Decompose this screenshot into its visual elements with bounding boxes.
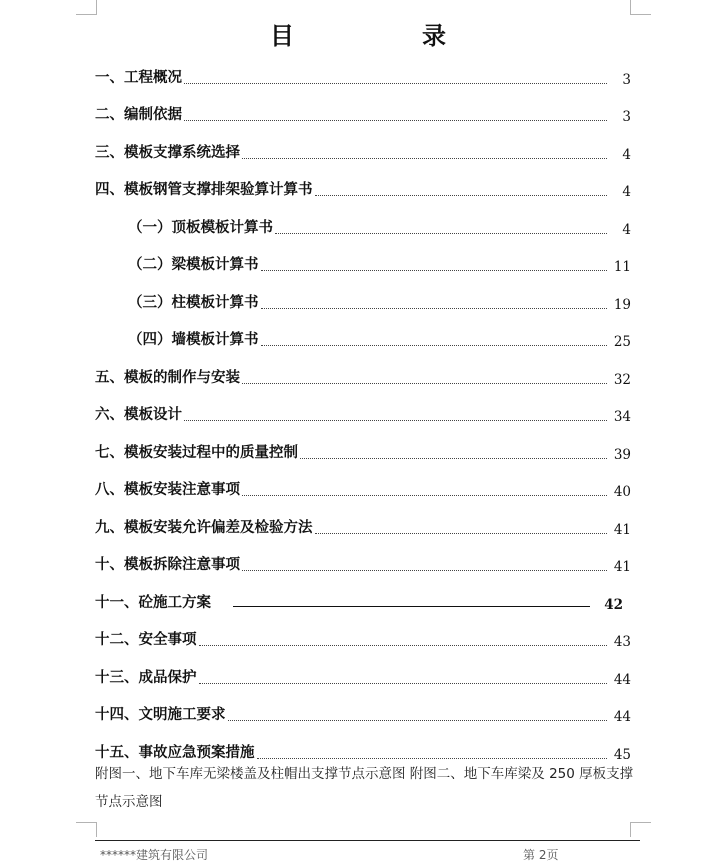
toc-leader-dots	[184, 420, 607, 421]
toc-entry-label: 八、模板安装注意事项	[95, 482, 240, 498]
toc-page-number: 3	[622, 71, 631, 88]
toc-page-number: 32	[613, 371, 631, 388]
footer-page-number: 第 2页	[523, 848, 559, 862]
toc-entry-label: 六、模板设计	[95, 407, 182, 423]
toc-entry[interactable]	[95, 355, 631, 393]
toc-entry-label: （三）柱模板计算书	[128, 294, 259, 311]
toc-page-number: 42	[604, 596, 623, 613]
toc-page-number: 44	[613, 709, 631, 725]
toc-page-number: 41	[613, 559, 631, 575]
toc-entry-label: 十四、文明施工要求	[95, 707, 226, 723]
toc-subentry[interactable]	[95, 205, 631, 243]
toc-entry[interactable]	[95, 130, 631, 168]
toc-entry-label: 七、模板安装过程中的质量控制	[95, 444, 298, 461]
toc-page-number: 45	[613, 746, 631, 763]
toc-leader-dots	[300, 458, 607, 459]
toc-entry-label: 二、编制依据	[95, 107, 182, 123]
toc-entry-label: 十三、成品保护	[95, 669, 197, 686]
toc-entry-label: 十五、事故应急预案措施	[95, 744, 255, 761]
toc-entry-label: 四、模板钢管支撑排架验算计算书	[95, 182, 313, 198]
toc-entry[interactable]	[95, 430, 631, 468]
toc-entry-label: （一）顶板模板计算书	[128, 219, 273, 236]
table-of-contents	[95, 55, 631, 768]
toc-leader-dots	[315, 533, 608, 534]
toc-leader-dots	[199, 645, 608, 646]
toc-entry-label: 十二、安全事项	[95, 632, 197, 648]
toc-page-number: 3	[622, 109, 631, 125]
toc-entry-label: 九、模板安装允许偏差及检验方法	[95, 519, 313, 536]
toc-entry[interactable]	[95, 655, 631, 693]
toc-entry[interactable]	[95, 505, 631, 543]
toc-entry[interactable]	[95, 580, 631, 618]
toc-page-number: 44	[613, 671, 631, 688]
toc-entry[interactable]	[95, 168, 631, 206]
page-title: 目 录	[270, 22, 498, 50]
toc-leader-dots	[184, 83, 607, 84]
toc-leader-dots	[242, 383, 607, 384]
toc-leader-dots	[261, 270, 608, 271]
toc-entry-label: 五、模板的制作与安装	[95, 369, 240, 386]
toc-subentry[interactable]	[95, 243, 631, 281]
toc-leader-dots	[261, 308, 608, 309]
toc-leader-dots	[315, 195, 608, 196]
appendix-figures-text: 附图一、地下车库无梁楼盖及柱帽出支撑节点示意图 附图二、地下车库梁及 250 厚板支撑节点示意图	[95, 766, 634, 810]
toc-entry[interactable]	[95, 693, 631, 731]
toc-leader-dots	[184, 120, 607, 121]
crop-mark-bottom-left	[76, 822, 97, 837]
toc-entry-label: 一、工程概况	[95, 69, 182, 86]
toc-entry[interactable]	[95, 55, 631, 93]
toc-entry-label: （四）墙模板计算书	[128, 332, 259, 348]
toc-page-number: 41	[613, 521, 631, 538]
toc-page-number: 11	[613, 259, 631, 275]
toc-entry-label: 十、模板拆除注意事项	[95, 557, 240, 573]
toc-page-number: 25	[613, 334, 631, 350]
toc-leader-dots	[261, 345, 608, 346]
toc-subentry[interactable]	[95, 280, 631, 318]
toc-page-number: 4	[622, 146, 631, 163]
toc-leader-dots	[275, 233, 607, 234]
toc-entry[interactable]	[95, 543, 631, 581]
toc-entry-label: （二）梁模板计算书	[128, 257, 259, 273]
toc-page-number: 40	[613, 484, 631, 500]
toc-page-number: 4	[622, 221, 631, 238]
toc-entry-label: 三、模板支撑系统选择	[95, 144, 240, 161]
toc-leader-dots	[199, 683, 608, 684]
toc-leader-dots	[242, 158, 607, 159]
toc-entry[interactable]	[95, 93, 631, 131]
toc-entry[interactable]	[95, 393, 631, 431]
toc-page-number: 39	[613, 446, 631, 463]
footer-divider	[95, 840, 640, 841]
toc-page-number: 34	[613, 409, 631, 425]
toc-page-number: 4	[622, 184, 631, 200]
toc-entry[interactable]	[95, 468, 631, 506]
toc-leader-dots	[257, 758, 608, 759]
footer-company-name: ******建筑有限公司	[100, 848, 209, 862]
toc-leader-dots	[242, 570, 607, 571]
toc-page-number: 43	[613, 634, 631, 650]
toc-leader-line	[233, 606, 590, 607]
crop-mark-top-right	[630, 0, 651, 15]
toc-entry-label: 十一、砼施工方案	[95, 594, 211, 611]
crop-mark-bottom-right	[630, 822, 651, 837]
toc-leader-dots	[228, 720, 608, 721]
toc-subentry[interactable]	[95, 318, 631, 356]
toc-page-number: 19	[613, 296, 631, 313]
crop-mark-top-left	[76, 0, 97, 15]
toc-leader-dots	[242, 495, 607, 496]
toc-entry[interactable]	[95, 618, 631, 656]
